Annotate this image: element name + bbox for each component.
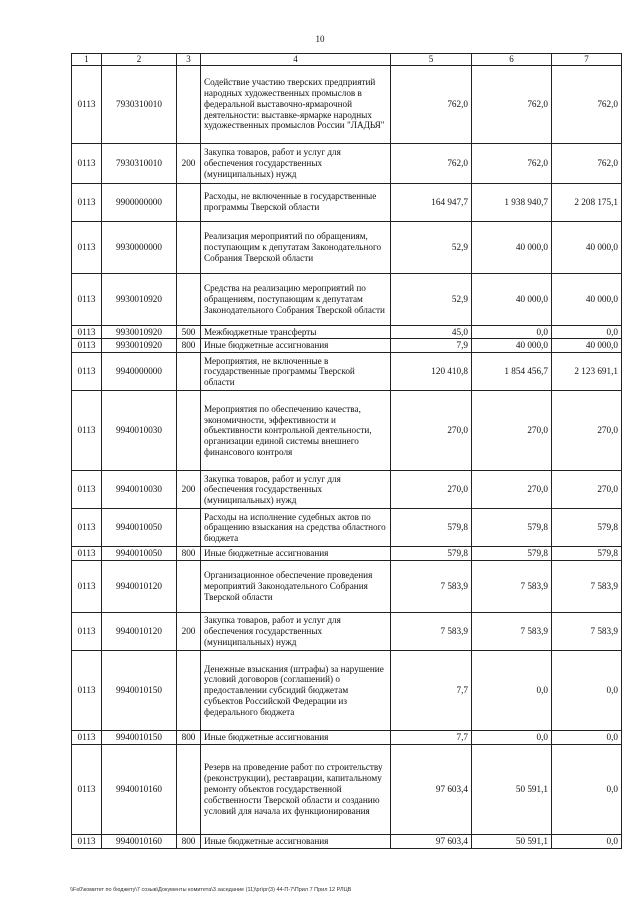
cell-c7: 0,0 (552, 731, 622, 745)
cell-c6: 579,8 (472, 509, 552, 547)
cell-c7: 0,0 (552, 651, 622, 731)
table-row (72, 509, 622, 547)
cell-c4: Иные бюджетные ассигнования (201, 835, 391, 849)
cell-c4: Иные бюджетные ассигнования (201, 339, 391, 353)
cell-c2: 9940010030 (102, 391, 177, 471)
cell-c6: 50 591,1 (472, 835, 552, 849)
cell-c5: 579,8 (391, 547, 472, 561)
column-header: 5 (391, 54, 472, 66)
cell-c1: 0113 (72, 183, 102, 221)
cell-c7: 270,0 (552, 471, 622, 509)
cell-c6: 1 938 940,7 (472, 183, 552, 221)
cell-c1: 0113 (72, 353, 102, 391)
table-row (72, 353, 622, 391)
cell-c7: 0,0 (552, 325, 622, 339)
cell-c5: 7,7 (391, 651, 472, 731)
cell-c1: 0113 (72, 143, 102, 183)
cell-c2: 9930010920 (102, 339, 177, 353)
cell-c2: 9930000000 (102, 221, 177, 273)
cell-c1: 0113 (72, 221, 102, 273)
cell-c5: 270,0 (391, 391, 472, 471)
cell-c7: 762,0 (552, 65, 622, 143)
cell-c2: 9940000000 (102, 353, 177, 391)
table-row (72, 143, 622, 183)
cell-c2: 7930310010 (102, 143, 177, 183)
cell-c3 (177, 391, 201, 471)
table-row (72, 339, 622, 353)
cell-c4: Иные бюджетные ассигнования (201, 731, 391, 745)
cell-c6: 7 583,9 (472, 613, 552, 651)
cell-c2: 7930310010 (102, 65, 177, 143)
cell-c3 (177, 745, 201, 835)
cell-c2: 9930010920 (102, 325, 177, 339)
cell-c1: 0113 (72, 273, 102, 325)
column-header: 4 (201, 54, 391, 66)
cell-c4: Закупка товаров, работ и услуг для обеспечения государственных (муниципальных) нужд (201, 143, 391, 183)
cell-c5: 762,0 (391, 143, 472, 183)
cell-c1: 0113 (72, 325, 102, 339)
cell-c5: 52,9 (391, 221, 472, 273)
table-row (72, 613, 622, 651)
cell-c5: 762,0 (391, 65, 472, 143)
cell-c7: 579,8 (552, 547, 622, 561)
cell-c6: 762,0 (472, 143, 552, 183)
cell-c3 (177, 183, 201, 221)
cell-c5: 7 583,9 (391, 613, 472, 651)
table-row (72, 325, 622, 339)
cell-c4: Межбюджетные трансферты (201, 325, 391, 339)
cell-c7: 7 583,9 (552, 561, 622, 613)
column-header: 3 (177, 54, 201, 66)
table-row (72, 835, 622, 849)
cell-c6: 40 000,0 (472, 273, 552, 325)
cell-c7: 762,0 (552, 143, 622, 183)
cell-c3 (177, 273, 201, 325)
cell-c3: 800 (177, 339, 201, 353)
table-row (72, 547, 622, 561)
cell-c5: 97 603,4 (391, 835, 472, 849)
cell-c2: 9940010050 (102, 547, 177, 561)
cell-c5: 52,9 (391, 273, 472, 325)
cell-c4: Расходы на исполнение судебных актов по обращению взыскания на средства областного бюджета (201, 509, 391, 547)
cell-c4: Резерв на проведение работ по строительству (реконструкции), реставрации, капитальному ремонту объектов государственной собственности Тверской области и созданию условий для начала их функционирования (201, 745, 391, 835)
cell-c4: Мероприятия, не включенные в государственные программы Тверской области (201, 353, 391, 391)
cell-c3: 500 (177, 325, 201, 339)
cell-c6: 40 000,0 (472, 221, 552, 273)
cell-c6: 7 583,9 (472, 561, 552, 613)
cell-c7: 40 000,0 (552, 339, 622, 353)
cell-c3 (177, 353, 201, 391)
cell-c6: 762,0 (472, 65, 552, 143)
table-row (72, 221, 622, 273)
cell-c3: 200 (177, 471, 201, 509)
table-row (72, 745, 622, 835)
cell-c6: 0,0 (472, 651, 552, 731)
column-header: 2 (102, 54, 177, 66)
cell-c4: Организационное обеспечение проведения мероприятий Законодательного Собрания Тверской области (201, 561, 391, 613)
cell-c3 (177, 65, 201, 143)
cell-c5: 7,7 (391, 731, 472, 745)
cell-c1: 0113 (72, 391, 102, 471)
header-row (72, 54, 622, 66)
cell-c3 (177, 509, 201, 547)
cell-c4: Средства на реализацию мероприятий по обращениям, поступающим к депутатам Законодательного Собрания Тверской области (201, 273, 391, 325)
cell-c1: 0113 (72, 509, 102, 547)
cell-c6: 270,0 (472, 391, 552, 471)
cell-c4: Содействие участию тверских предприятий народных художественных промыслов в федеральной выставочно-ярмарочной деятельности: выставке-ярмарке народных художественных промыслов России "ЛАДЬЯ" (201, 65, 391, 143)
cell-c1: 0113 (72, 547, 102, 561)
cell-c6: 579,8 (472, 547, 552, 561)
column-header: 6 (472, 54, 552, 66)
cell-c2: 9940010160 (102, 835, 177, 849)
cell-c5: 164 947,7 (391, 183, 472, 221)
cell-c5: 579,8 (391, 509, 472, 547)
cell-c5: 120 410,8 (391, 353, 472, 391)
cell-c4: Закупка товаров, работ и услуг для обеспечения государственных (муниципальных) нужд (201, 471, 391, 509)
cell-c6: 1 854 456,7 (472, 353, 552, 391)
table-row (72, 183, 622, 221)
cell-c2: 9940010160 (102, 745, 177, 835)
cell-c4: Мероприятия по обеспечению качества, экономичности, эффективности и объективности контрольной деятельности, организации единой системы внешнего финансового контроля (201, 391, 391, 471)
cell-c3: 800 (177, 547, 201, 561)
cell-c7: 579,8 (552, 509, 622, 547)
cell-c7: 270,0 (552, 391, 622, 471)
cell-c1: 0113 (72, 65, 102, 143)
cell-c1: 0113 (72, 835, 102, 849)
cell-c5: 7 583,9 (391, 561, 472, 613)
cell-c5: 7,9 (391, 339, 472, 353)
cell-c7: 40 000,0 (552, 221, 622, 273)
cell-c1: 0113 (72, 651, 102, 731)
table-row (72, 561, 622, 613)
cell-c2: 9940010120 (102, 561, 177, 613)
cell-c7: 0,0 (552, 745, 622, 835)
cell-c2: 9940010150 (102, 651, 177, 731)
cell-c4: Денежные взыскания (штрафы) за нарушение условий договоров (соглашений) о предоставлении субсидий бюджетам субъектов Российской Федерации из федерального бюджета (201, 651, 391, 731)
cell-c5: 97 603,4 (391, 745, 472, 835)
cell-c7: 7 583,9 (552, 613, 622, 651)
cell-c6: 270,0 (472, 471, 552, 509)
cell-c2: 9940010050 (102, 509, 177, 547)
cell-c6: 50 591,1 (472, 745, 552, 835)
cell-c5: 270,0 (391, 471, 472, 509)
table-row (72, 471, 622, 509)
cell-c4: Иные бюджетные ассигнования (201, 547, 391, 561)
table-row (72, 651, 622, 731)
cell-c3 (177, 651, 201, 731)
cell-c2: 9930010920 (102, 273, 177, 325)
cell-c1: 0113 (72, 561, 102, 613)
column-header: 1 (72, 54, 102, 66)
cell-c1: 0113 (72, 731, 102, 745)
cell-c4: Расходы, не включенные в государственные программы Тверской области (201, 183, 391, 221)
table-row (72, 391, 622, 471)
cell-c7: 40 000,0 (552, 273, 622, 325)
cell-c2: 9900000000 (102, 183, 177, 221)
cell-c7: 0,0 (552, 835, 622, 849)
column-header: 7 (552, 54, 622, 66)
cell-c7: 2 208 175,1 (552, 183, 622, 221)
table-row (72, 731, 622, 745)
cell-c2: 9940010120 (102, 613, 177, 651)
cell-c1: 0113 (72, 745, 102, 835)
budget-table (71, 53, 622, 849)
cell-c2: 9940010150 (102, 731, 177, 745)
cell-c3: 200 (177, 143, 201, 183)
cell-c3: 800 (177, 731, 201, 745)
table-row (72, 65, 622, 143)
cell-c6: 0,0 (472, 325, 552, 339)
cell-c2: 9940010030 (102, 471, 177, 509)
cell-c3: 200 (177, 613, 201, 651)
cell-c4: Закупка товаров, работ и услуг для обеспечения государственных (муниципальных) нужд (201, 613, 391, 651)
cell-c6: 40 000,0 (472, 339, 552, 353)
page-number: 10 (315, 34, 325, 44)
cell-c3 (177, 221, 201, 273)
table-row (72, 273, 622, 325)
cell-c7: 2 123 691,1 (552, 353, 622, 391)
cell-c5: 45,0 (391, 325, 472, 339)
cell-c1: 0113 (72, 471, 102, 509)
cell-c6: 0,0 (472, 731, 552, 745)
file-path-footer: \\Fs0\комитет по бюджету\7 созыв\Документы комитета\3 заседание (11)\рг\рг(3) 44-П-7\Прил 7 Прил 12 РЛЦВ (70, 887, 352, 893)
cell-c3: 800 (177, 835, 201, 849)
cell-c1: 0113 (72, 613, 102, 651)
cell-c3 (177, 561, 201, 613)
cell-c1: 0113 (72, 339, 102, 353)
cell-c4: Реализация мероприятий по обращениям, поступающим к депутатам Законодательного Собрания Тверской области (201, 221, 391, 273)
